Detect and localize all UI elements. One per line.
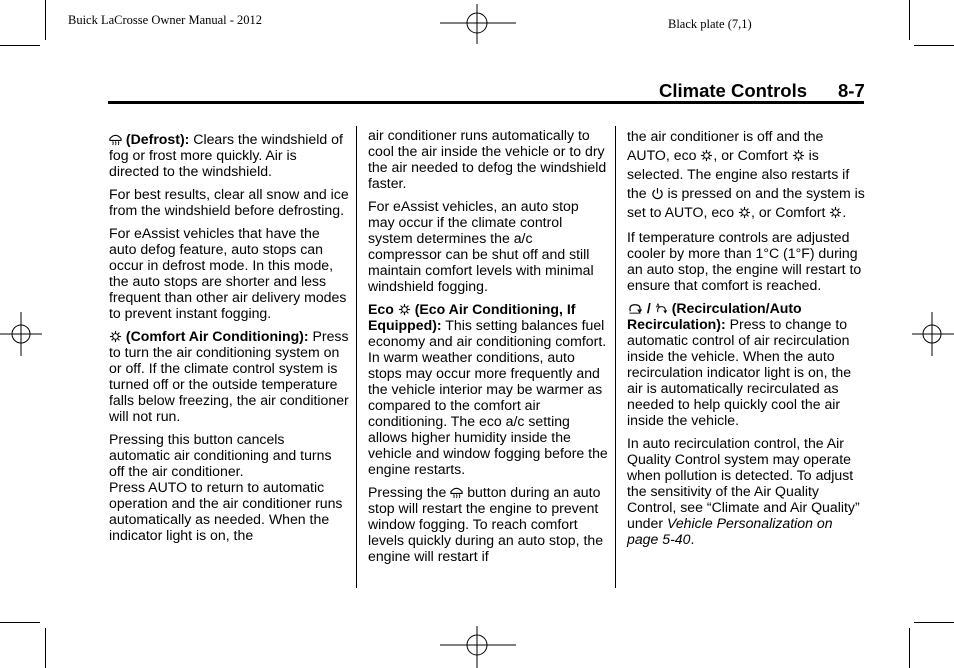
registration-mark: [912, 312, 954, 356]
recirc-text: Press to change to automatic control of air recirculation inside the vehicle. When the auto recirculation indicator light is on, the air is automatically recirculated as needed to help quickly cool the air inside the vehicle.: [627, 316, 852, 428]
eco-ac-icon: [738, 206, 751, 219]
eco-text: This setting balances fuel economy and air conditioning comfort. In warm weather conditions, auto stops may occur more frequently and the vehicle interior may be warmer as compared to the comfort air conditioning. The eco a/c setting allows higher humidity inside the vehicle and window fogging before the engine restarts.: [368, 317, 608, 477]
crop-mark: [914, 45, 954, 46]
recirculation-paragraph: [627, 300, 867, 428]
defrost-label: (Defrost):: [125, 131, 190, 147]
power-icon: [651, 187, 664, 200]
paragraph: air conditioner runs automatically to cool the air inside the vehicle or to dry the air needed to defog the windshield faster.: [368, 127, 607, 191]
crop-mark: [0, 45, 40, 46]
text-fragment: ,: [750, 204, 755, 220]
manual-title: Buick LaCrosse Owner Manual - 2012: [68, 13, 263, 27]
text-fragment: is pressed on and the system is set to AUTO, eco: [627, 185, 865, 220]
paragraph: For eAssist vehicles, an auto stop may occur if the climate control system determines the a/c compressor can be shut off and still maintain comfort levels with minimal windshield fogging.: [368, 198, 594, 294]
eco-label: (Eco Air Conditioning, If Equipped):: [368, 301, 576, 333]
cross-reference-link[interactable]: Vehicle Personalization on page 5-40: [627, 515, 833, 547]
section-title: Climate Controls: [659, 80, 808, 101]
column-3: [627, 127, 867, 554]
text-fragment: Pressing the: [368, 484, 447, 500]
text-fragment: In auto recirculation control, the Air Quality Control system may operate when pollution is detected. To adjust the sensitivity of the Air Quality Control, see “Climate and Air Quality” under: [627, 435, 860, 531]
comfort-ac-icon: [109, 330, 122, 343]
comfort-label: (Comfort Air Conditioning):: [125, 328, 309, 344]
restart-paragraph: [627, 127, 867, 222]
text-fragment: .: [690, 531, 695, 547]
defrost-text: Clears the windshield of fog or frost more quickly. Air is directed to the windshield.: [109, 131, 343, 179]
paragraph: If temperature controls are adjusted cooler by more than 1°C (1°F) during an auto stop, the engine will restart to ensure that comfort is reached.: [627, 229, 862, 293]
crop-mark: [909, 0, 910, 40]
eco-paragraph: [368, 301, 608, 477]
registration-mark: [0, 312, 42, 356]
recirc-label: (Recirculation/Auto Recirculation):: [627, 300, 802, 332]
comfort-ac-icon: [792, 149, 805, 162]
page-number: 8-7: [838, 80, 865, 101]
registration-mark: [440, 626, 516, 668]
paragraph: Pressing this button cancels automatic air conditioning and turns off the air conditioner.: [109, 431, 332, 479]
recirculation-icon: [627, 302, 643, 315]
text-fragment: or Comfort: [758, 204, 826, 220]
text-fragment: the air conditioner is off and the AUTO, eco: [627, 128, 824, 163]
defrost-restart-paragraph: [368, 484, 608, 564]
eco-ac-icon: [398, 303, 411, 316]
crop-mark: [45, 628, 46, 668]
eco-word: Eco: [368, 301, 394, 317]
svg-text:A: A: [655, 303, 660, 310]
defrost-paragraph: [109, 131, 349, 179]
auto-recirculation-icon: [655, 302, 668, 315]
recirc-slash: /: [646, 300, 651, 316]
crop-mark: [0, 622, 40, 623]
paragraph: Press AUTO to return to automatic operation and the air conditioner runs automatically as needed. When the indicator light is on, the: [109, 479, 343, 543]
column-divider: [615, 126, 616, 588]
defrost-icon: [450, 486, 463, 499]
air-quality-paragraph: [627, 435, 867, 547]
eco-ac-icon: [700, 149, 713, 162]
comfort-ac-icon: [829, 206, 842, 219]
registration-mark: [440, 4, 516, 44]
crop-mark: [45, 0, 46, 40]
crop-mark: [914, 622, 954, 623]
text-fragment: button during an auto stop will restart the engine to prevent window fogging. To reach comfort levels quickly during an auto stop, the engine will restart if: [368, 484, 604, 564]
column-2: [368, 127, 608, 571]
crop-mark: [909, 628, 910, 668]
comfort-text: Press to turn the air conditioning system on or off. If the climate control system is turned off or the outside temperature falls below freezing, the air conditioner will not run.: [109, 328, 349, 424]
comfort-paragraph: [109, 328, 349, 424]
header-rule: [108, 101, 864, 104]
plate-label: Black plate (7,1): [668, 17, 752, 31]
text-fragment: .: [842, 204, 847, 220]
column-divider: [356, 126, 357, 588]
text-fragment: is selected. The engine also restarts if the: [627, 147, 850, 201]
paragraph: For best results, clear all snow and ice from the windshield before defrosting.: [109, 186, 349, 218]
paragraph: For eAssist vehicles that have the auto defog feature, auto stops can occur in defrost mode. In this mode, the auto stops are shorter and less frequent than other air delivery modes to prevent instant fogging.: [109, 225, 347, 321]
column-1: [109, 131, 349, 550]
text-fragment: , or Comfort: [713, 147, 788, 163]
defrost-icon: [109, 133, 122, 146]
